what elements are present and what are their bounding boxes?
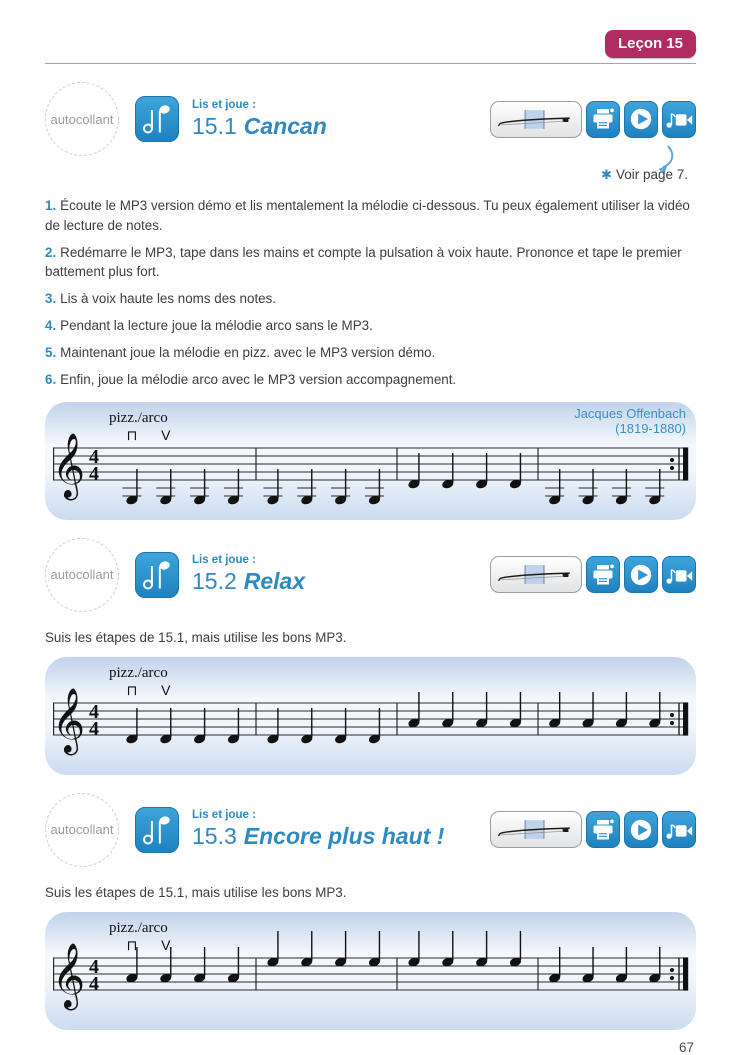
- svg-text:Jacques Offenbach: Jacques Offenbach: [574, 405, 686, 421]
- video-button[interactable]: [662, 811, 696, 848]
- exercise-kicker: Lis et joue :: [192, 554, 256, 567]
- instruction-number: 4.: [45, 318, 57, 334]
- music-note-glyph: [136, 97, 178, 141]
- exercise-name: Relax: [243, 568, 306, 595]
- exercise-toolbar: [490, 101, 696, 138]
- note-video-icon: [663, 817, 695, 843]
- see-note-text: ✱ Voir page 7.: [601, 167, 688, 182]
- sticker-label: autocollant: [50, 111, 114, 127]
- instruction-text: Pendant la lecture joue la mélodie arco sans le MP3.: [60, 318, 373, 334]
- instruction-number: 1.: [45, 198, 57, 213]
- exercise-number: 15.3: [192, 823, 237, 850]
- exercise-number: 15.1: [192, 112, 237, 139]
- exercise-section: [45, 791, 696, 1030]
- svg-text:4: 4: [89, 972, 99, 995]
- instruction-text: Lis à voix haute les noms des notes.: [60, 291, 277, 307]
- exercise-name: Cancan: [243, 112, 327, 139]
- print-button[interactable]: [586, 811, 620, 848]
- svg-text:⊓: ⊓: [126, 937, 138, 954]
- svg-text:(1819-1880): (1819-1880): [615, 420, 686, 436]
- page-header: [45, 0, 696, 64]
- svg-text:4: 4: [89, 955, 99, 978]
- instruction-number: 6.: [45, 371, 57, 387]
- music-staff: [45, 912, 696, 1030]
- bow-position-button[interactable]: [490, 811, 582, 848]
- video-button[interactable]: [662, 556, 696, 593]
- follow-text: Suis les étapes de 15.1, mais utilise les bons MP3.: [45, 629, 347, 645]
- print-button[interactable]: [586, 101, 620, 138]
- play-icon: [628, 106, 654, 132]
- video-button[interactable]: [662, 101, 696, 138]
- page-number: 67: [678, 1039, 694, 1055]
- instruction-number: 5.: [45, 344, 57, 360]
- instruction-item: [45, 343, 696, 363]
- exercise-number: 15.2: [192, 568, 237, 595]
- bow-position-button[interactable]: [490, 556, 582, 593]
- play-icon: [628, 562, 654, 588]
- exercise-title: [192, 568, 490, 595]
- exercise-header: [45, 80, 696, 158]
- exercise-titles: [192, 809, 490, 850]
- play-button[interactable]: [624, 101, 658, 138]
- instruction-number: 3.: [45, 291, 57, 307]
- svg-text:V: V: [161, 681, 171, 698]
- exercise-header: [45, 536, 696, 614]
- svg-text:⊓: ⊓: [126, 427, 138, 444]
- svg-text:V: V: [161, 426, 171, 443]
- music-note-icon: [135, 552, 179, 598]
- music-staff: [45, 657, 696, 775]
- svg-text:𝄞: 𝄞: [52, 942, 86, 1008]
- exercise-titles: [192, 99, 490, 140]
- instruction-text: Enfin, joue la mélodie arco avec le MP3 version accompagnement.: [60, 371, 457, 387]
- exercise-kicker: Lis et joue :: [192, 98, 256, 111]
- instruction-text: Redémarre le MP3, tape dans les mains et compte la pulsation à voix haute. Prononce et tape le premier battement plus fort.: [45, 244, 682, 280]
- printer-icon: [590, 817, 616, 843]
- instruction-item: [45, 316, 696, 336]
- svg-text:pizz./arco: pizz./arco: [109, 919, 168, 936]
- music-staff-panel: [45, 657, 696, 775]
- instructions-list: [45, 196, 696, 390]
- music-note-icon: [135, 96, 179, 142]
- svg-text:𝄞: 𝄞: [52, 687, 86, 753]
- svg-text:4: 4: [89, 700, 99, 723]
- music-staff: [45, 402, 696, 520]
- sticker-placeholder: [45, 793, 119, 867]
- sticker-placeholder: [45, 82, 119, 156]
- exercise-header: [45, 791, 696, 869]
- exercise-name: Encore plus haut !: [243, 823, 445, 850]
- bow-position-icon: [491, 103, 579, 136]
- svg-text:V: V: [161, 936, 171, 953]
- printer-icon: [590, 106, 616, 132]
- instruction-text: Maintenant joue la mélodie en pizz. avec le MP3 version démo.: [60, 344, 436, 360]
- bow-position-icon: [491, 813, 579, 846]
- music-note-icon: [135, 807, 179, 853]
- instruction-item: [45, 289, 696, 309]
- music-staff-panel: [45, 912, 696, 1030]
- bow-position-icon: [491, 558, 579, 591]
- instruction-item: [45, 370, 696, 390]
- svg-text:4: 4: [89, 445, 99, 468]
- exercise-kicker: Lis et joue :: [192, 809, 256, 822]
- svg-text:4: 4: [89, 462, 99, 485]
- play-button[interactable]: [624, 556, 658, 593]
- sticker-label: autocollant: [50, 567, 114, 583]
- sections-container: [45, 80, 696, 1030]
- asterisk-icon: ✱: [601, 167, 612, 182]
- sticker-label: autocollant: [50, 822, 114, 838]
- lesson-page: [45, 0, 696, 1055]
- exercise-title: [192, 113, 490, 140]
- svg-text:4: 4: [89, 717, 99, 740]
- exercise-toolbar: [490, 811, 696, 848]
- music-staff-panel: [45, 402, 696, 520]
- follow-text: Suis les étapes de 15.1, mais utilise les bons MP3.: [45, 884, 347, 900]
- svg-text:pizz./arco: pizz./arco: [109, 409, 168, 426]
- play-icon: [628, 817, 654, 843]
- exercise-section: [45, 536, 696, 775]
- instruction-item: [45, 196, 696, 236]
- music-note-glyph: [136, 808, 178, 852]
- instruction-item: [45, 243, 696, 283]
- see-note-row: [45, 158, 696, 188]
- lesson-badge: Leçon 15: [605, 30, 696, 58]
- instruction-number: 2.: [45, 244, 57, 260]
- svg-text:𝄞: 𝄞: [52, 432, 86, 498]
- instruction-text: Écoute le MP3 version démo et lis mentalement la mélodie ci-dessous. Tu peux également utiliser la vidéo de lecture de notes.: [45, 198, 690, 233]
- print-button[interactable]: [586, 556, 620, 593]
- play-button[interactable]: [624, 811, 658, 848]
- exercise-title: [192, 823, 490, 850]
- music-note-glyph: [136, 553, 178, 597]
- svg-text:⊓: ⊓: [126, 682, 138, 699]
- svg-text:pizz./arco: pizz./arco: [109, 664, 168, 681]
- note-video-icon: [663, 562, 695, 588]
- sticker-placeholder: [45, 538, 119, 612]
- exercise-toolbar: [490, 556, 696, 593]
- note-video-icon: [663, 106, 695, 132]
- printer-icon: [590, 562, 616, 588]
- exercise-titles: [192, 554, 490, 595]
- bow-position-button[interactable]: [490, 101, 582, 138]
- exercise-section: [45, 80, 696, 520]
